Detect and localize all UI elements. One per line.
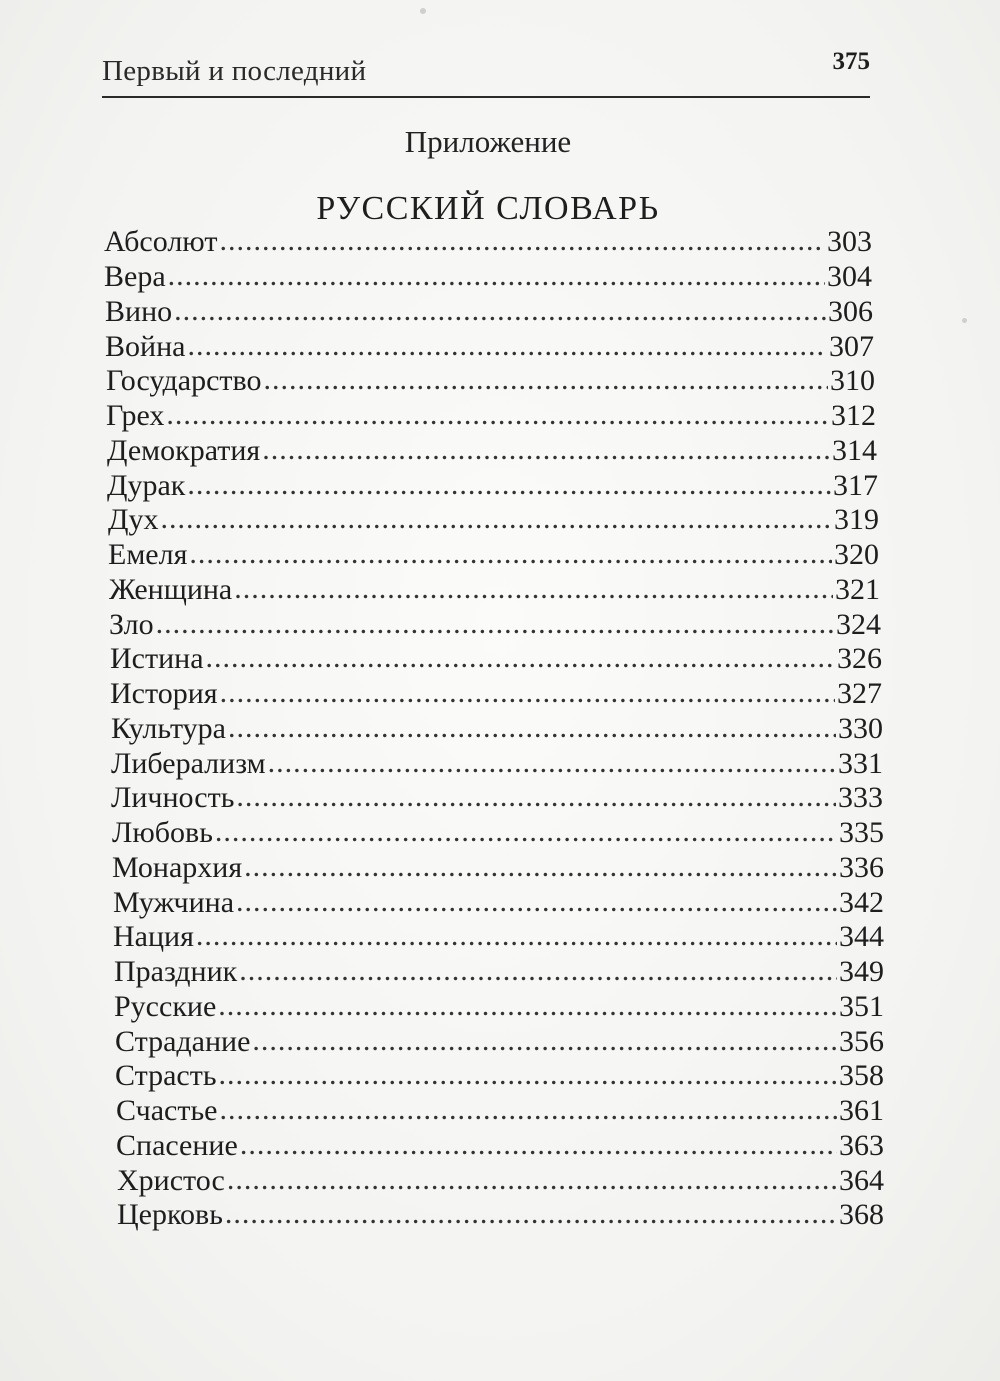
entry-term: Вера	[104, 260, 166, 293]
entry-term: Нация	[113, 920, 194, 953]
entry-term: Мужчина	[113, 886, 235, 919]
dictionary-entry[interactable]	[105, 329, 874, 365]
dot-leader	[225, 1196, 837, 1232]
dot-leader	[189, 536, 832, 572]
entry-page-number: 335	[839, 816, 884, 849]
entry-term: Абсолют	[104, 225, 218, 258]
dot-leader	[206, 640, 835, 676]
dot-leader	[252, 1023, 837, 1059]
dictionary-entry[interactable]	[109, 572, 880, 608]
entry-term: Женщина	[109, 573, 233, 606]
entry-page-number: 363	[839, 1129, 884, 1162]
entry-page-number: 344	[839, 920, 884, 953]
entry-page-number: 307	[829, 330, 874, 363]
entry-page-number: 364	[839, 1164, 884, 1197]
dictionary-title: РУССКИЙ СЛОВАРЬ	[316, 190, 660, 227]
entry-page-number: 349	[839, 955, 884, 988]
dictionary-entry[interactable]	[106, 363, 875, 399]
dot-leader	[228, 710, 836, 746]
entry-page-number: 303	[827, 225, 872, 258]
dot-leader	[187, 328, 827, 364]
entry-page-number: 326	[837, 642, 882, 675]
dot-leader	[268, 745, 836, 781]
dot-leader	[263, 362, 828, 398]
entry-term: Зло	[109, 608, 154, 641]
dictionary-entry[interactable]	[113, 885, 884, 921]
entry-page-number: 333	[838, 781, 883, 814]
dictionary-entry[interactable]	[114, 989, 884, 1025]
entry-page-number: 306	[828, 295, 873, 328]
dot-leader	[239, 953, 837, 989]
entry-term: Любовь	[112, 816, 213, 849]
dictionary-entry[interactable]	[104, 224, 872, 260]
entry-term: Страсть	[115, 1059, 217, 1092]
entry-term: Емеля	[108, 538, 188, 571]
dot-leader	[187, 467, 831, 503]
entry-page-number: 356	[839, 1025, 884, 1058]
entry-term: Личность	[111, 781, 235, 814]
dictionary-entry[interactable]	[104, 259, 872, 295]
dictionary-entry[interactable]	[108, 537, 879, 573]
page-number: 375	[832, 48, 870, 75]
section-label: Приложение	[404, 124, 572, 159]
entry-term: Культура	[111, 712, 226, 745]
dot-leader	[219, 1092, 837, 1128]
entry-page-number: 327	[837, 677, 882, 710]
dictionary-entry[interactable]	[114, 954, 884, 990]
dot-leader	[156, 606, 834, 642]
dictionary-entry[interactable]	[110, 641, 882, 677]
dot-leader	[244, 849, 837, 885]
entry-page-number: 312	[831, 399, 876, 432]
dot-leader	[234, 571, 833, 607]
dictionary-entry[interactable]	[106, 398, 876, 434]
dot-leader	[219, 223, 825, 259]
entry-page-number: 331	[838, 747, 883, 780]
dictionary-entry[interactable]	[107, 468, 878, 504]
dictionary-entry[interactable]	[115, 1058, 884, 1094]
entry-page-number: 321	[835, 573, 880, 606]
entry-page-number: 330	[838, 712, 883, 745]
entry-page-number: 361	[839, 1094, 884, 1127]
dot-leader	[220, 675, 835, 711]
dot-leader	[262, 432, 830, 468]
entry-page-number: 314	[832, 434, 877, 467]
entry-page-number: 342	[839, 886, 884, 919]
entry-term: Государство	[106, 364, 262, 397]
dictionary-entry[interactable]	[109, 607, 881, 643]
entry-term: Дух	[108, 503, 159, 536]
entry-term: Дурак	[107, 469, 186, 502]
entry-page-number: 317	[833, 469, 878, 502]
entry-term: Христос	[117, 1164, 225, 1197]
entry-page-number: 320	[834, 538, 879, 571]
dot-leader	[218, 988, 837, 1024]
entry-term: Спасение	[116, 1129, 238, 1162]
dot-leader	[215, 814, 837, 850]
dictionary-entry[interactable]	[116, 1128, 884, 1164]
dictionary-entry[interactable]	[112, 815, 884, 851]
entry-term: Война	[105, 330, 186, 363]
entry-page-number: 351	[839, 990, 884, 1023]
dot-leader	[236, 779, 836, 815]
entry-page-number: 336	[839, 851, 884, 884]
entry-term: Истина	[110, 642, 204, 675]
dictionary-entry[interactable]	[113, 919, 884, 955]
entry-term: Счастье	[116, 1094, 218, 1127]
dot-leader	[166, 397, 829, 433]
entry-term: Вино	[105, 295, 173, 328]
dot-leader	[240, 1127, 837, 1163]
dictionary-entry[interactable]	[107, 433, 877, 469]
entry-term: Русские	[114, 990, 217, 1023]
entry-term: История	[110, 677, 218, 710]
entry-term: Церковь	[117, 1198, 223, 1231]
dot-leader	[227, 1162, 837, 1198]
entry-term: Демократия	[107, 434, 261, 467]
entry-page-number: 368	[839, 1198, 884, 1231]
dot-leader	[160, 501, 832, 537]
entry-term: Либерализм	[111, 747, 266, 780]
dictionary-entry[interactable]	[111, 711, 883, 747]
entry-page-number: 319	[834, 503, 879, 536]
entry-term: Праздник	[114, 955, 238, 988]
dictionary-entry[interactable]	[108, 502, 879, 538]
entry-page-number: 358	[839, 1059, 884, 1092]
dot-leader	[196, 918, 837, 954]
entry-page-number: 304	[827, 260, 872, 293]
dot-leader	[174, 293, 826, 329]
dot-leader	[236, 884, 837, 920]
entry-term: Грех	[106, 399, 165, 432]
dictionary-entry[interactable]	[110, 676, 882, 712]
dictionary-entry[interactable]	[111, 780, 883, 816]
dictionary-entry[interactable]	[117, 1197, 884, 1233]
entry-term: Страдание	[115, 1025, 251, 1058]
dictionary-entry[interactable]	[116, 1093, 884, 1129]
dictionary-entry[interactable]	[117, 1163, 884, 1199]
dot-leader	[219, 1057, 837, 1093]
dot-leader	[168, 258, 825, 294]
dictionary-entry[interactable]	[105, 294, 873, 330]
running-title: Первый и последний	[102, 55, 367, 87]
dictionary-entry[interactable]	[115, 1024, 884, 1060]
dictionary-entry[interactable]	[112, 850, 884, 886]
dictionary-entry[interactable]	[111, 746, 883, 782]
entry-page-number: 310	[830, 364, 875, 397]
entry-page-number: 324	[836, 608, 881, 641]
entry-term: Монархия	[112, 851, 243, 884]
